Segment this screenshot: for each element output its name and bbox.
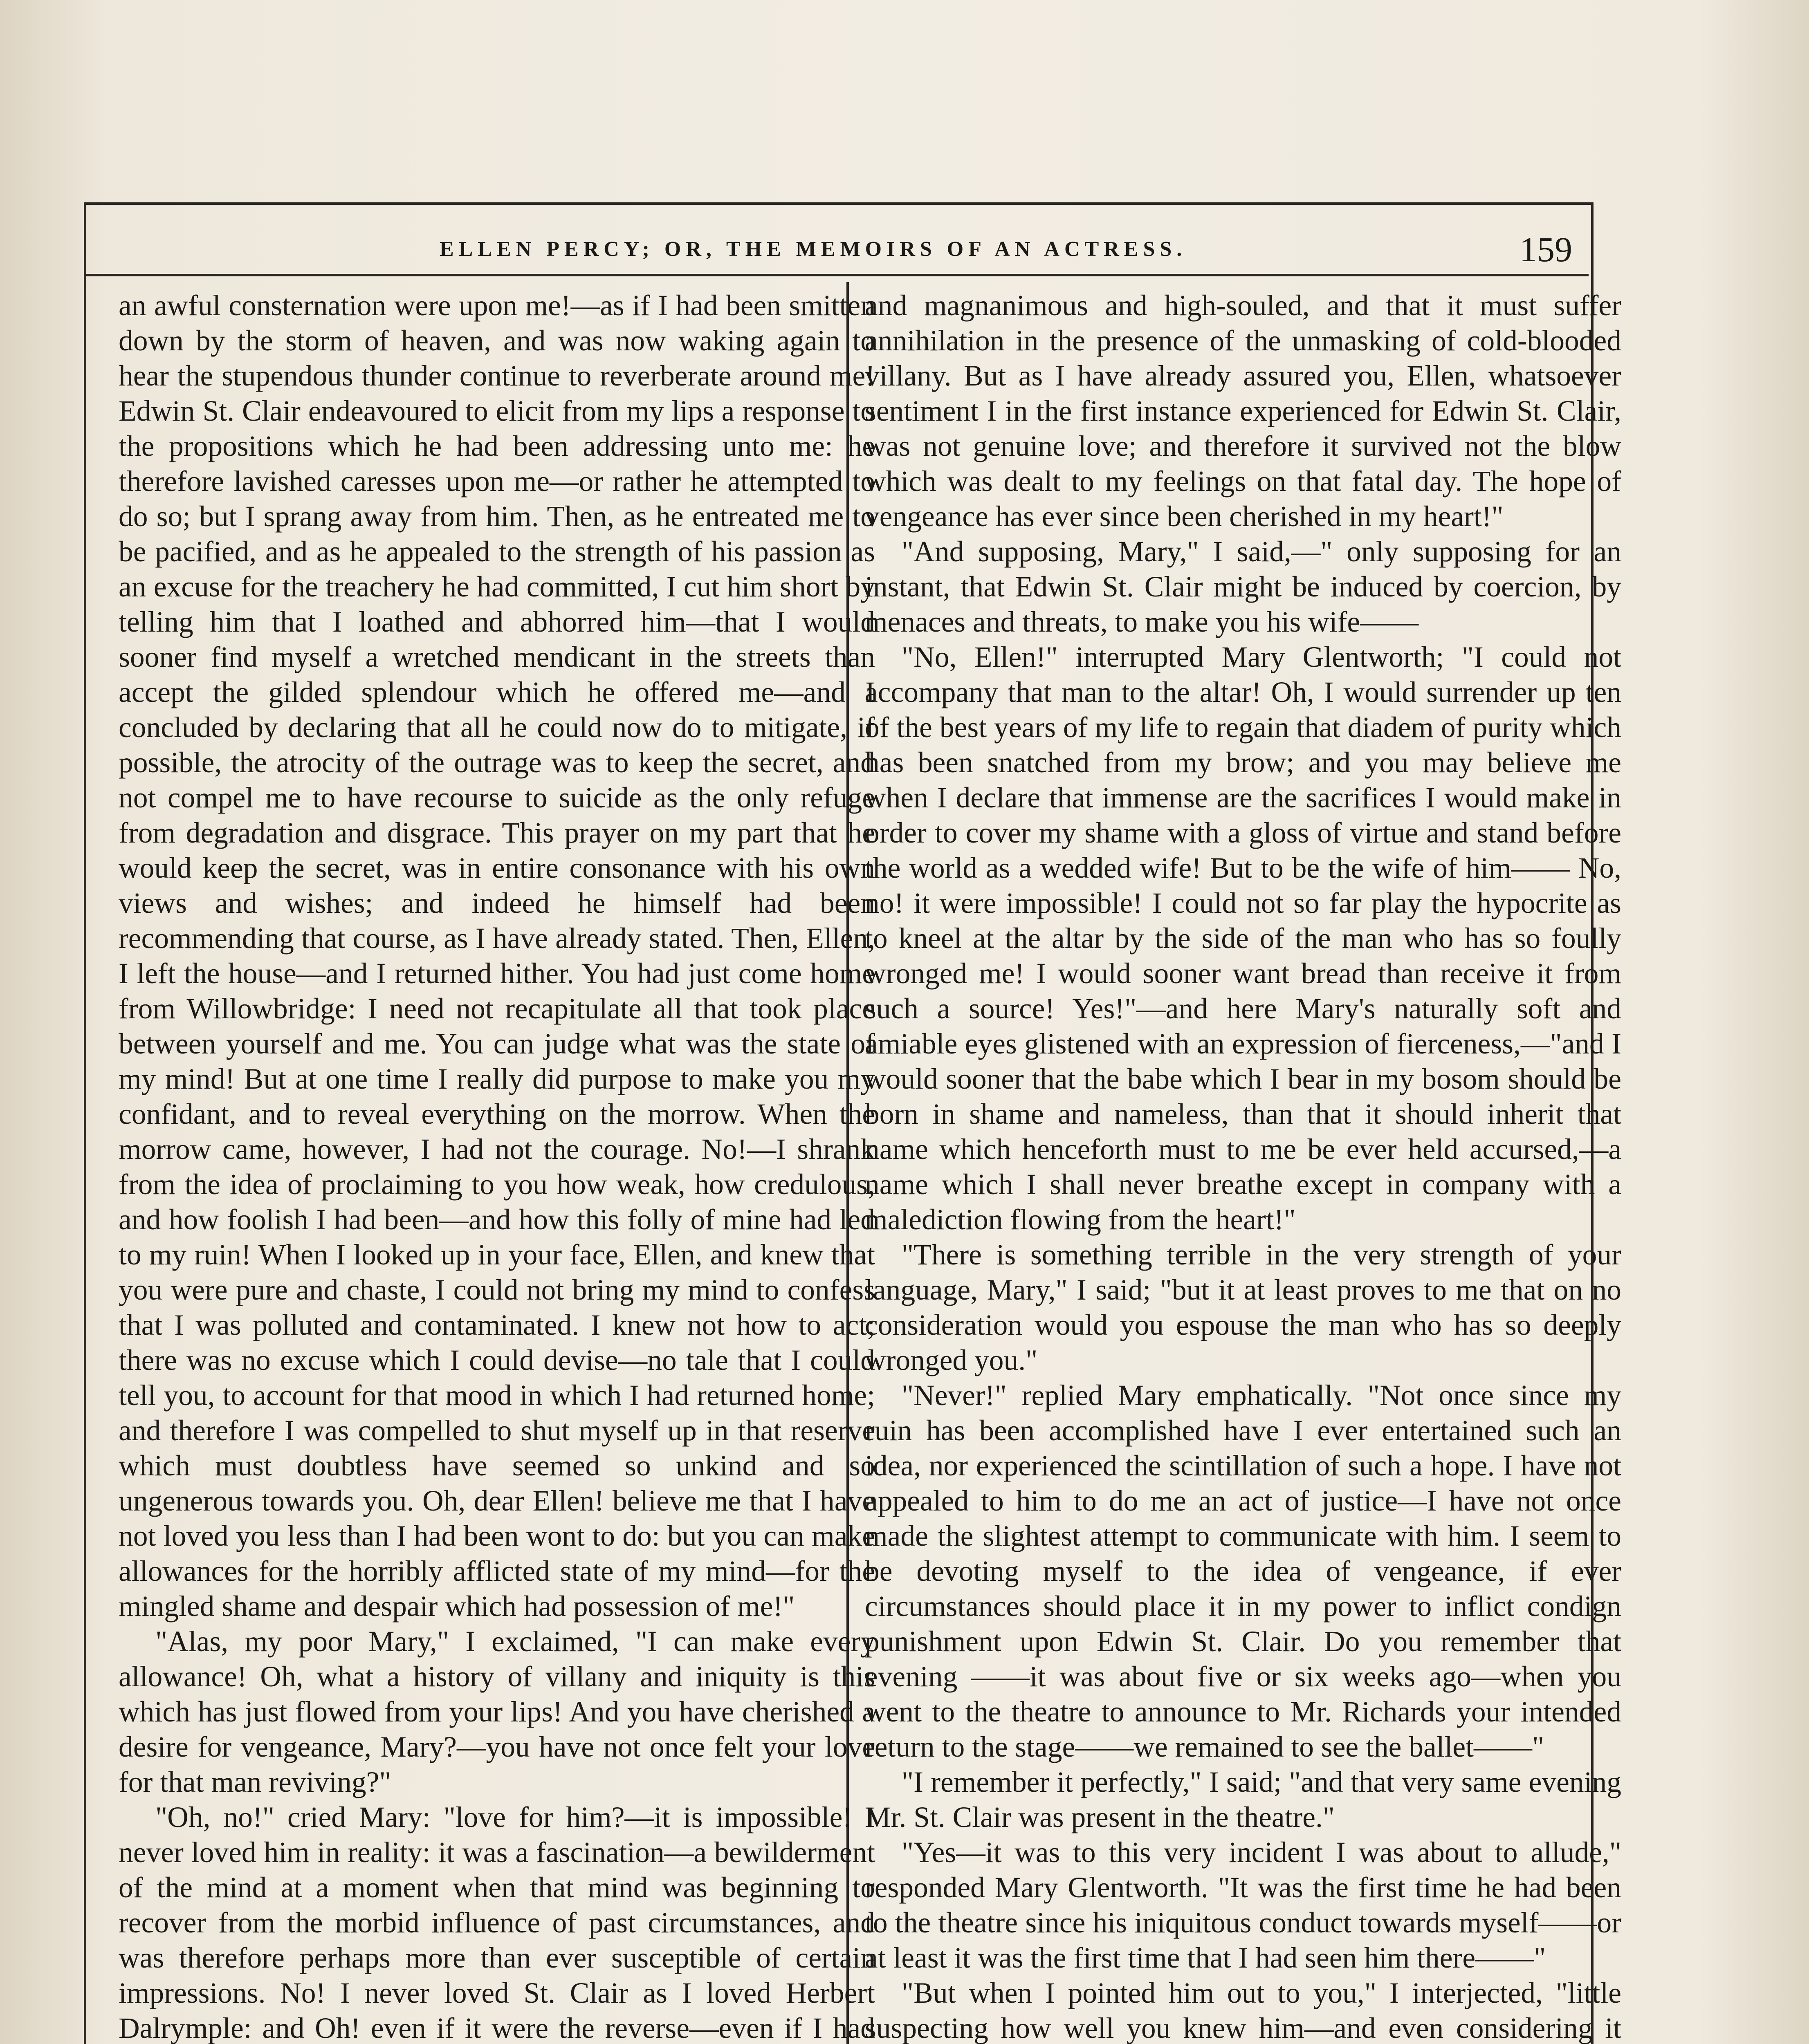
paragraph: and magnanimous and high-souled, and that it must suffer annihilation in the presence of the unmasking of cold-blooded villany. But as I have already assured you, Ellen, whatsoever sentiment I in the first instance experienced for Edwin St. Clair, was not genuine love; and therefore it survived not the blow which was dealt to my feelings on that fatal day. The hope of vengeance has ever since been cherished in my heart!"	[865, 289, 1621, 533]
paragraph: "Oh, no!" cried Mary: "love for him?—it is impossible! I never loved him in reality: it was a fascination—a bewilderment of the mind at a moment when that mind was beginning to recover from the morbid influence of past circumstances, and was therefore perhaps more than ever susceptible of certain impressions. No! I never loved St. Clair as I loved Herbert Dalrymple: and Oh! even if it were the reverse—even if I had	[119, 1801, 875, 2044]
paragraph: "Yes—it was to this very incident I was about to allude," responded Mary Glentworth. "It was the first time he had been to the theatre since his iniquitous conduct towards myself——or at least it was the first time that I had seen him there——"	[865, 1836, 1621, 1974]
paragraph: "I remember it perfectly," I said; "and that very same evening Mr. St. Clair was present in the theatre."	[865, 1766, 1621, 1833]
page-header	[84, 229, 1589, 276]
paragraph: "But when I pointed him out to you," I interjected, "little suspecting how well you knew him—and even considering it	[865, 1977, 1621, 2044]
paragraph: "Never!" replied Mary emphatically. "Not once since my ruin has been accomplished have I ever entertained such an idea, nor experienced the scintillation of such a hope. I have not appealed to him to do me an act of justice—I have not once made the slightest attempt to communicate with him. I seem to be devoting myself to the idea of vengeance, if ever circumstances should place it in my power to inflict condign punishment upon Edwin St. Clair. Do you remember that evening ——it was about five or six weeks ago—when you went to the theatre to announce to Mr. Richards your intended return to the stage——we remained to see the ballet——"	[865, 1379, 1621, 1763]
running-title: ELLEN PERCY; OR, THE MEMOIRS OF AN ACTRESS.	[440, 238, 1187, 261]
paragraph: "And supposing, Mary," I said,—" only supposing for an instant, that Edwin St. Clair might be induced by coercion, by menaces and threats, to make you his wife——	[865, 536, 1621, 638]
right-column	[865, 288, 1621, 2044]
paragraph: an awful consternation were upon me!—as if I had been smitten down by the storm of heaven, and was now waking again to hear the stupendous thunder continue to reverberate around me! Edwin St. Clair endeavoured to elicit from my lips a response to the propositions which he had been addressing unto me: he therefore lavished caresses upon me—or rather he attempted to do so; but I sprang away from him. Then, as he entreated me to be pacified, and as he appealed to the strength of his passion as an excuse for the treachery he had committed, I cut him short by telling him that I loathed and abhorred him—that I would sooner find myself a wretched mendicant in the streets than accept the gilded splendour which he offered me—and I concluded by declaring that all he could now do to mitigate, if possible, the atrocity of the outrage was to keep the secret, and not compel me to have recourse to suicide as the only refuge from degradation and disgrace. This prayer on my part that he would keep the secret, was in entire consonance with his own views and wishes; and indeed he himself had been recommending that course, as I have already stated. Then, Ellen, I left the house—and I returned hither. You had just come home from Willowbridge: I need not recapitulate all that took place between yourself and me. You can judge what was the state of my mind! But at one time I really did purpose to make you my confidant, and to reveal everything on the morrow. When the morrow came, however, I had not the courage. No!—I shrank from the idea of proclaiming to you how weak, how credulous, and how foolish I had been—and how this folly of mine had led to my ruin! When I looked up in your face, Ellen, and knew that you were pure and chaste, I could not bring my mind to confess that I was polluted and contaminated. I knew not how to act; there was no excuse which I could devise—no tale that I could tell you, to account for that mood in which I had returned home; and therefore I was compelled to shut myself up in that reserve which must doubtless have seemed so unkind and so ungenerous towards you. Oh, dear Ellen! believe me that I have not loved you less than I had been wont to do: but you can make allowances for the horribly afflicted state of my mind—for the mingled shame and despair which had possession of me!"	[119, 289, 875, 1623]
left-column	[119, 288, 875, 2044]
page-number: 159	[1519, 230, 1572, 269]
paragraph: "There is something terrible in the very strength of your language, Mary," I said; "but it at least proves to me that on no consideration would you espouse the man who has so deeply wronged you."	[865, 1239, 1621, 1376]
paragraph: "No, Ellen!" interrupted Mary Glentworth; "I could not accompany that man to the altar! Oh, I would surrender up ten of the best years of my life to regain that diadem of purity which has been snatched from my brow; and you may believe me when I declare that immense are the sacrifices I would make in order to cover my shame with a gloss of virtue and stand before the world as a wedded wife! But to be the wife of him—— No, no! it were impossible! I could not so far play the hypocrite as to kneel at the altar by the side of the man who has so foully wronged me! I would sooner want bread than receive it from such a source! Yes!"—and here Mary's naturally soft and amiable eyes glistened with an expression of fierceness,—"and I would sooner that the babe which I bear in my bosom should be born in shame and nameless, than that it should inherit that name which henceforth must to me be ever held accursed,—a name which I shall never breathe except in company with a malediction flowing from the heart!"	[865, 641, 1621, 1236]
paragraph: "Alas, my poor Mary," I exclaimed, "I can make every allowance! Oh, what a history of villany and iniquity is this which has just flowed from your lips! And you have cherished a desire for vengeance, Mary?—you have not once felt your love for that man reviving?"	[119, 1625, 875, 1798]
